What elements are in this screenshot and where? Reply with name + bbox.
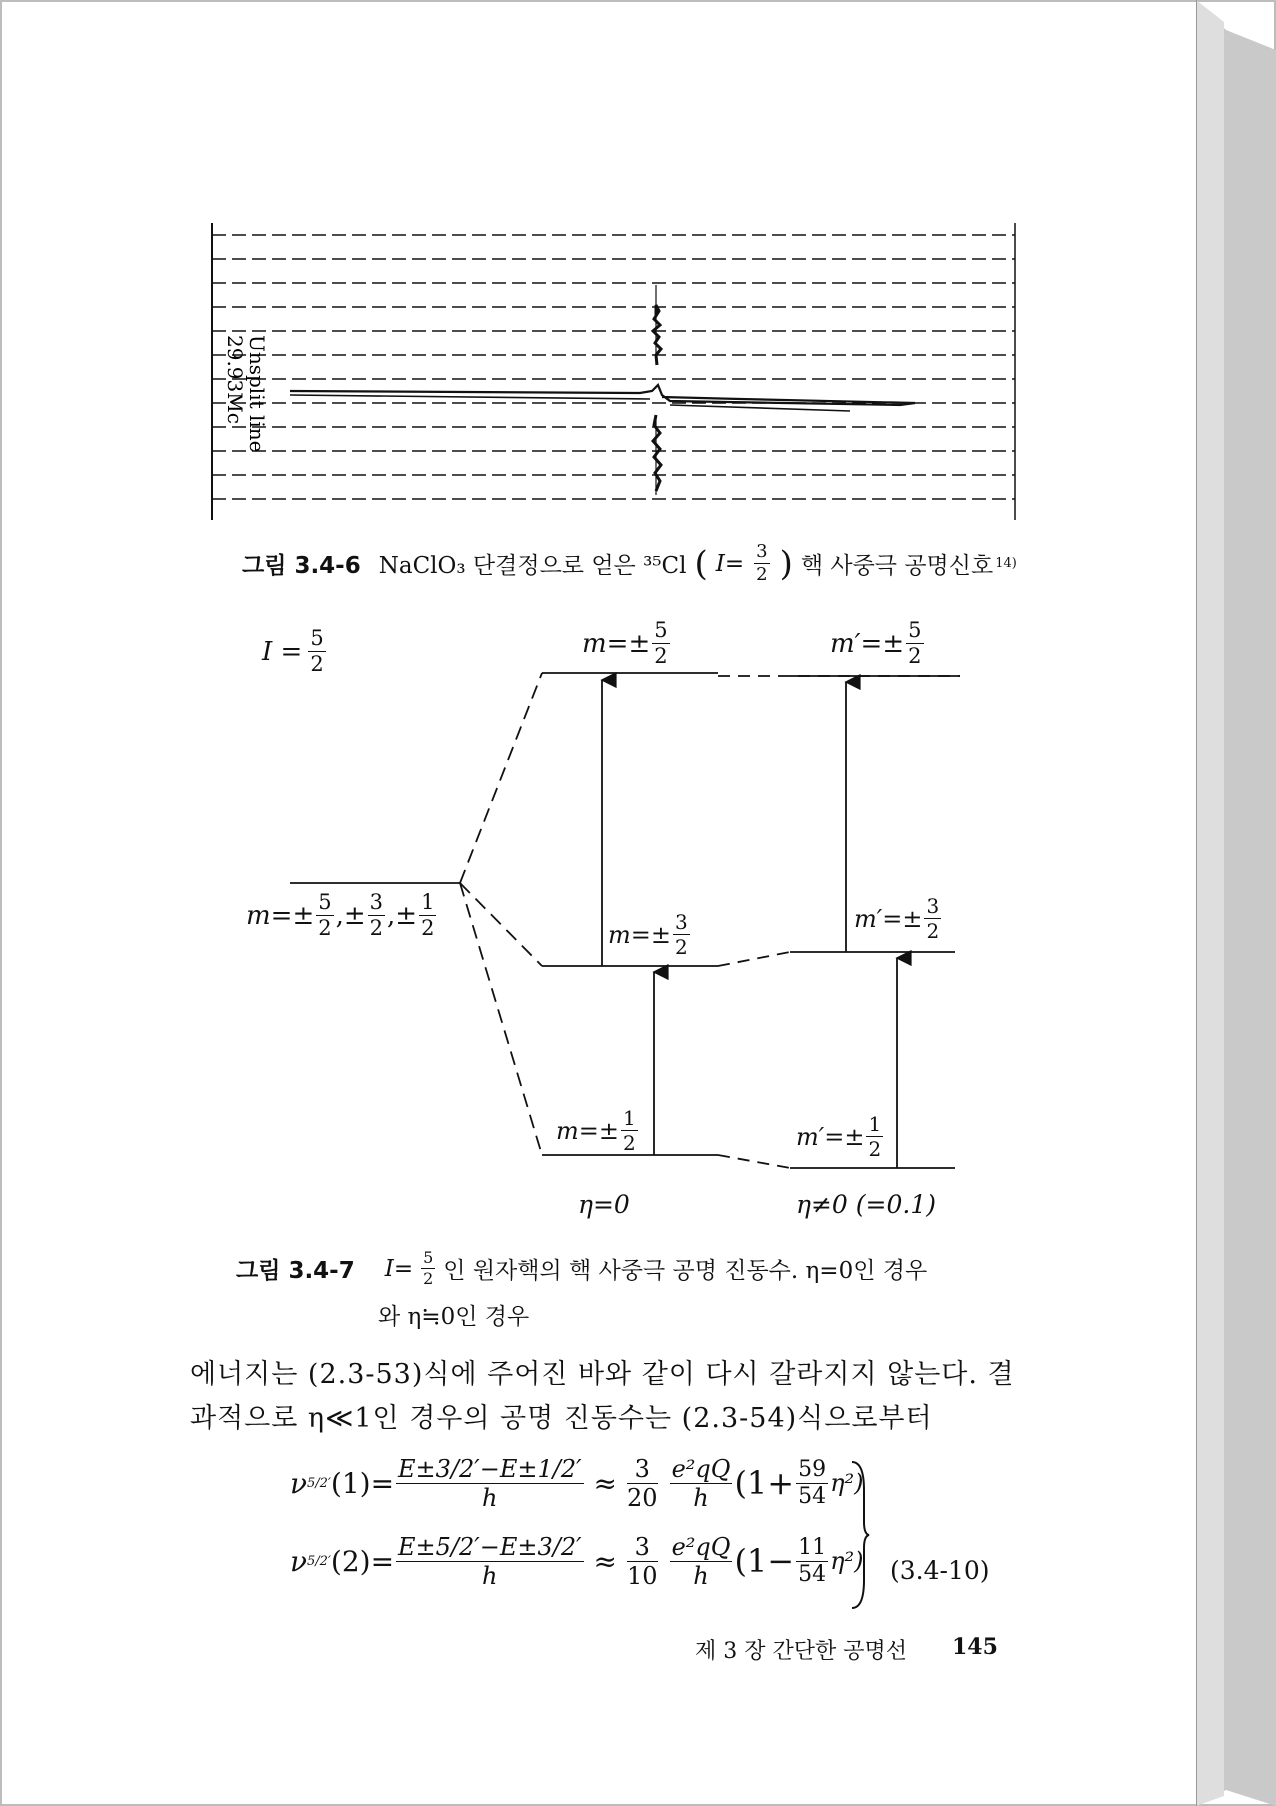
figure1-caption-I: I= [715,550,745,577]
close-paren: ) [779,543,793,584]
fraction-3 [419,892,436,939]
num: 11 [798,1534,827,1560]
den: h [693,1483,709,1512]
den: 20 [627,1483,658,1512]
label-low-right [796,1114,885,1159]
caption-I: I= [384,1255,414,1282]
den: 2 [423,1269,434,1288]
unsplit-line-label: Unsplit line [245,335,269,453]
fraction-1 [316,892,333,939]
den: 2 [622,1131,636,1155]
signal-trace [290,285,915,495]
label-m: m=± [556,1116,619,1145]
row2-k [796,1534,828,1587]
num: 3 [926,894,940,918]
nqr-signal-chart [200,215,1030,525]
den: 2 [369,916,384,940]
den: 2 [926,919,940,943]
row1-coef [627,1454,658,1512]
row2-energy-fraction [396,1532,584,1590]
label-m: m=± [582,628,651,659]
figure1-caption-number: 그림 3.4-6 [242,553,361,579]
spin-label-text: I = [262,636,303,667]
nu-symbol: ν [290,1544,308,1578]
frac-den: 2 [756,564,768,585]
num: e²qQ [671,1532,731,1561]
label-m: m′=± [830,628,905,659]
row1-qcc [670,1454,733,1512]
figure1-caption-tail: 핵 사중극 공명신호 [800,553,994,579]
num: 5 [423,1248,434,1267]
den: 2 [654,644,668,668]
eta-nonzero-label: η≠0 (=0.1) [796,1190,936,1219]
equation-block [290,1444,863,1600]
label-mid-left [608,912,692,957]
row2-coef [627,1532,658,1590]
equation-row-1 [290,1444,863,1522]
num: 5 [318,890,332,914]
row1-energy-fraction [396,1454,584,1512]
den: 54 [798,1561,827,1587]
den: 2 [868,1137,882,1161]
row2-qcc [670,1532,733,1590]
approx-sign: ≈ [593,1544,618,1578]
running-footer: 제 3 장 간단한 공명선 [695,1639,907,1664]
num: E±3/2′−E±1/2′ [398,1454,582,1483]
den: h [482,1561,498,1590]
num: 1 [421,890,435,914]
figure1-caption-ref: 14) [995,556,1017,571]
equation-number: (3.4-10) [890,1556,990,1585]
figure2-caption-number: 그림 3.4-7 [236,1258,355,1284]
right-brace-icon [850,1460,870,1610]
open-paren: ( [694,543,708,584]
label-top-left [582,620,672,667]
row2-arg: (2)= [330,1544,395,1578]
body-line-2: 과적으로 η≪1인 경우의 공명 진동수는 (2.3-54)식으로부터 [190,1403,933,1434]
den: 54 [798,1483,827,1509]
row1-k [796,1456,828,1509]
page-edge [1196,0,1276,1806]
fraction [621,1108,638,1153]
num: 1 [622,1106,636,1130]
label-top-right [830,620,926,667]
label-low-left [556,1108,640,1153]
num: 3 [627,1457,658,1484]
figure1-caption-fraction [754,543,769,584]
eta-zero-label: η=0 [578,1190,630,1219]
num: 1 [868,1112,882,1136]
row1-paren-open: (1+ [734,1464,795,1502]
split-dash-mid [460,883,542,966]
row2-paren-open: (1− [734,1542,795,1580]
num: e²qQ [671,1454,731,1483]
fraction-2 [368,892,385,939]
label-m: m=± [246,900,315,931]
caption-line1-text: 인 원자핵의 핵 사중극 공명 진동수. η=0인 경우 [443,1258,928,1284]
fraction [673,912,690,957]
num: 5 [908,618,922,642]
sep-1: ,± [335,900,366,931]
label-m: m′=± [854,904,923,933]
den: 10 [627,1561,658,1590]
approx-sign: ≈ [593,1466,618,1500]
page-number: 145 [952,1634,998,1660]
label-mid-right [854,896,943,941]
den: h [482,1483,498,1512]
body-line-1: 에너지는 (2.3-53)식에 주어진 바와 같이 다시 갈라지지 않는다. 결 [190,1359,1015,1390]
num: E±5/2′−E±3/2′ [398,1532,582,1561]
split-dash-top [460,673,542,883]
fraction [906,620,923,667]
num: 3 [674,910,688,934]
label-m: m′=± [796,1122,865,1151]
spin-num: 5 [310,626,324,650]
fraction [866,1114,883,1159]
rotated-label-group [223,335,269,453]
label-m: m=± [608,920,671,949]
figure2-caption-line2: 와 η≒0인 경우 [378,1304,530,1330]
row2-paren-close: η²) [830,1547,864,1575]
nu-subscript: 5/2′ [307,1553,331,1569]
num: 3 [627,1535,658,1562]
figure1-caption [242,543,1017,584]
recorder-grid-lines [212,235,1015,499]
den: 2 [674,935,688,959]
spin-fraction [308,628,325,675]
sep-2: ,± [387,900,418,931]
nu-subscript: 5/2′ [307,1475,331,1491]
num: 3 [369,890,384,914]
row1-arg: (1)= [330,1466,395,1500]
connector-low [718,1155,790,1168]
fraction [652,620,669,667]
den: 2 [421,916,435,940]
caption-fraction [421,1250,435,1287]
den: h [693,1561,709,1590]
row1-paren-close: η²) [830,1469,864,1497]
connector-mid [718,952,790,966]
equation-row-2 [290,1522,863,1600]
label-degenerate [246,892,438,939]
num: 59 [798,1456,827,1482]
den: 2 [318,916,332,940]
frac-num: 3 [756,541,768,562]
fraction [924,896,941,941]
num: 5 [654,618,668,642]
spin-den: 2 [310,652,324,676]
nu-symbol: ν [290,1466,308,1500]
figure1-caption-text: NaClO₃ 단결정으로 얻은 ³⁵Cl [378,553,687,579]
frequency-label: 29.93Mc [223,335,247,424]
figure2-caption-line1 [236,1250,927,1287]
den: 2 [908,644,922,668]
spin-label [262,628,328,675]
